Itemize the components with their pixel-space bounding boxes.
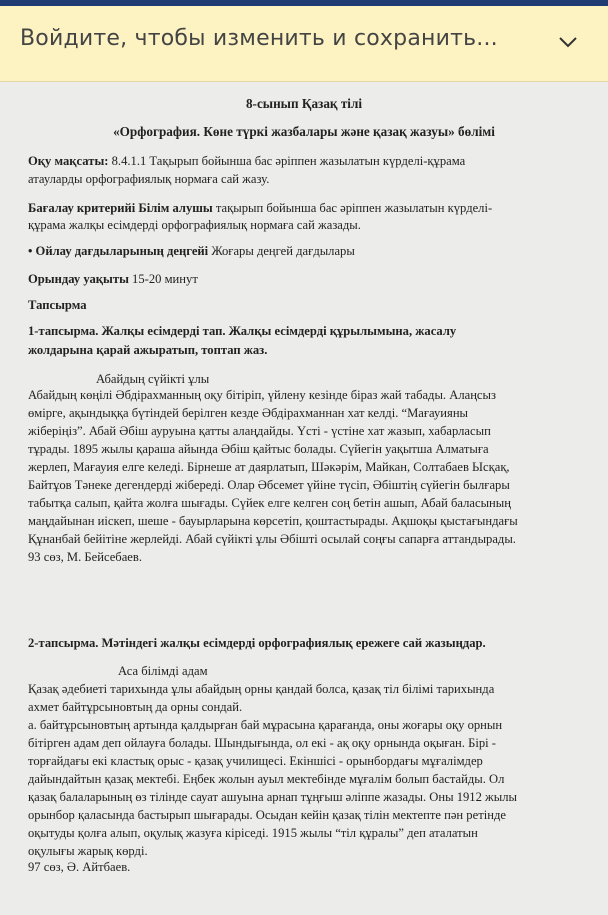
task2-text-line: оқытуды қолға алып, оқулық жазуға кіріседі. 1915 жылы “тіл құралы” деп аталатын [28, 826, 478, 840]
task2-text-line: Қазақ әдебиеті тарихында ұлы абайдың орны қандай болса, қазақ тіл білімі тарихында [28, 682, 495, 696]
criteria-line-1 [28, 201, 492, 216]
criteria-text-2: құрама жалқы есімдерді орфографиялық нормаға сай жазады. [28, 218, 361, 232]
task1-text-line: жіберіңіз”. Абай Әбіш ауруына қатты алаңдайды. Үсті - үстіне хат жазып, хабарласып [28, 424, 491, 438]
task1-text-line: тұрады. 1895 жылы қараша айында Әбіш қайтыс болады. Сүйегін уақытша Алматыға [28, 442, 489, 456]
task1-text-line: Құнанбай бейітіне жерлейді. Абай сүйікті ұлы Әбішті осылай соңғы сапарға аттандырады. [28, 532, 516, 546]
task1-text-line: жерлеп, Мағауия елге келеді. Бірнеше ат даярлатып, Шәкәрім, Майкан, Солтабаев Ысқақ, [28, 460, 510, 474]
thinking-value: Жоғары деңгей дағдылары [208, 244, 355, 258]
task2-text-line: ахмет байтұрсыновтың да орны сондай. [28, 700, 243, 714]
task2-text-line: оқулығы жарық көрді. [28, 844, 148, 858]
time-label: Орындау уақыты [28, 272, 129, 286]
task2-text-line: а. байтұрсыновтың артында қалдырған бай мұрасына қарағанда, оны жоғары оқу орнын [28, 718, 503, 732]
sign-in-banner[interactable] [0, 6, 608, 82]
task1-text-line: Байтұов Тәнеке дегендерді жібереді. Олар Әбсемет үйіне түсіп, Әбіштің сүйегін былғары [28, 478, 510, 492]
goal-line-1 [28, 154, 465, 169]
task2-source: 97 сөз, Ә. Айтбаев. [28, 860, 131, 874]
criteria-text-1: тақырып бойынша бас әріппен жазылатын күрделі- [212, 201, 493, 215]
thinking-label: • Ойлау дағдыларының деңгейі [28, 244, 209, 258]
section-title: «Орфография. Көне түркі жазбалары және қазақ жазуы» бөлімі [113, 124, 495, 139]
thinking-line [28, 244, 355, 259]
goal-text-2: атауларды орфографиялық нормаға сай жазу. [28, 172, 270, 186]
task1-heading-line-2: жолдарына қарай ажыратып, топтап жаз. [28, 343, 268, 357]
document-title: 8-сынып Қазақ тілі [245, 96, 363, 111]
task2-text-line: бітірген адам деп ойлауға болады. Шындығында, ол екі - ақ оқу орнында оқыған. Бірі - [28, 736, 496, 750]
task1-source: 93 сөз, М. Бейсебаев. [28, 550, 142, 564]
task1-text-line: маңдайынан иіскеп, шеше - бауырларына көрсетіп, қоштастырады. Ақшоқы қыстағындағы [28, 514, 518, 528]
document-page [0, 82, 608, 915]
chevron-down-icon[interactable] [556, 30, 580, 54]
criteria-label: Бағалау критерийі Білім алушы [28, 201, 213, 215]
task2-heading: 2-тапсырма. Мәтіндегі жалқы есімдерді орфографиялық ережеге сай жазыңдар. [28, 636, 486, 650]
task-heading: Тапсырма [28, 298, 87, 312]
time-value: 15-20 минут [128, 272, 198, 286]
task2-text-line: орынбор қаласында бастырып шығарады. Осыдан кейін қазақ тілін мектепте пән ретінде [28, 808, 506, 822]
task2-text-title: Аса білімді адам [118, 664, 208, 678]
task1-text-line: өмірге, ақындыққа бүтіндей берілген кезде Әбдірахманнан хат келді. “Мағауияны [28, 406, 469, 420]
goal-text-1: 8.4.1.1 Тақырып бойынша бас әріппен жазылатын күрделі-құрама [108, 154, 466, 168]
task1-text-line: табытқа салып, қайта жолға шығады. Сүйек елге келген соң бетін ашып, Абай баласының [28, 496, 511, 510]
task1-text-title: Абайдың сүйікті ұлы [96, 372, 210, 386]
task2-text-line: торғайдағы екі кластық орыс - қазақ училищесі. Екіншісі - орынбордағы мұғалімдер [28, 754, 483, 768]
task2-text-line: қазақ балаларының өз тілінде сауат ашуына арнап тұңғыш әліппе жазады. Оны 1912 жылы [28, 790, 517, 804]
time-line [28, 272, 198, 287]
goal-label: Оқу мақсаты: [28, 154, 109, 168]
task2-text-line: дайындайтын қазақ мектебі. Еңбек жолын ауыл мектебінде мұғалім болып бастайды. Ол [28, 772, 505, 786]
task1-text-line: Абайдың көңілі Әбдірахманның оқу бітіріп, үйлену кезінде біраз жай табады. Алаңсыз [28, 388, 496, 402]
task1-heading-line-1: 1-тапсырма. Жалқы есімдерді тап. Жалқы есімдерді құрылымына, жасалу [28, 324, 457, 338]
sign-in-banner-text: Войдите, чтобы изменить и сохранить... [20, 26, 498, 51]
